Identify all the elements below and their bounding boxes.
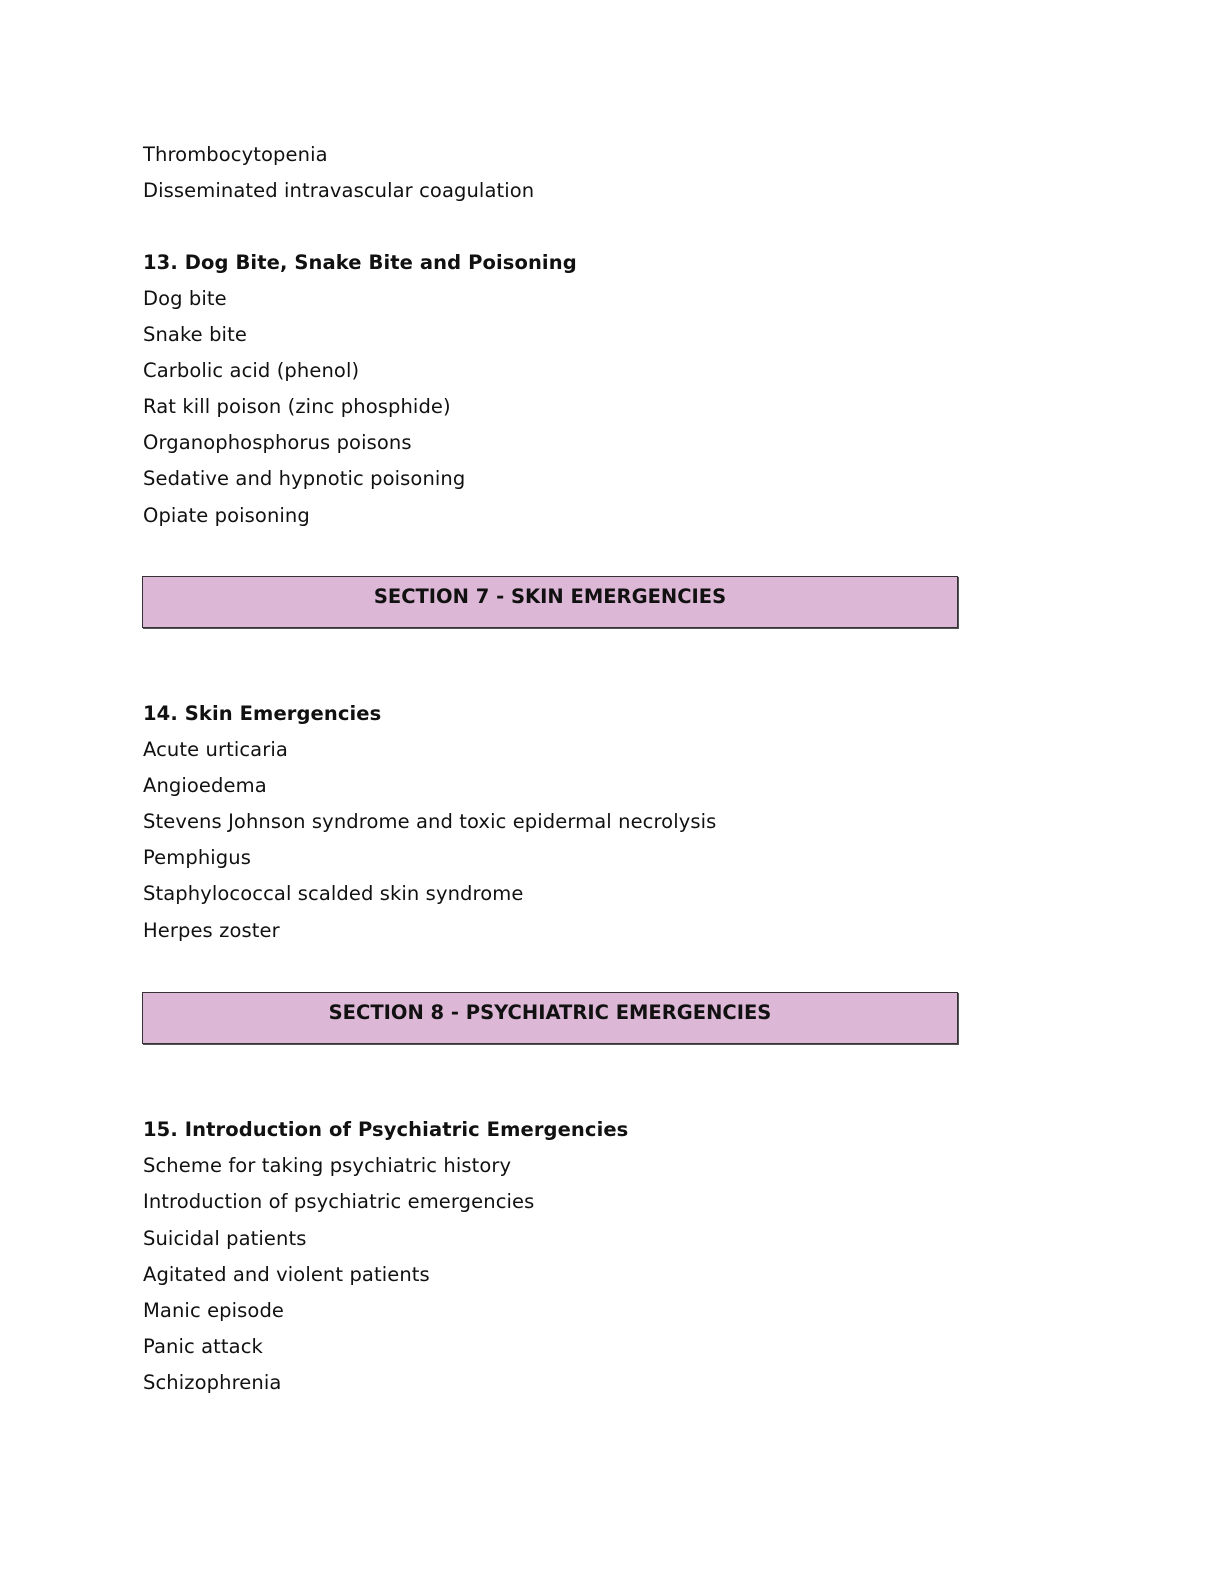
list-item: Thrombocytopenia [143, 143, 328, 166]
list-item: Opiate poisoning [143, 504, 310, 527]
section-banner [142, 576, 958, 628]
chapter-heading: 14. Skin Emergencies [143, 702, 382, 725]
list-item: Manic episode [143, 1299, 285, 1322]
list-item: Acute urticaria [143, 738, 288, 761]
list-item: Pemphigus [143, 846, 252, 869]
list-item: Sedative and hypnotic poisoning [143, 467, 466, 490]
list-item: Carbolic acid (phenol) [143, 359, 360, 382]
list-item: Stevens Johnson syndrome and toxic epidermal necrolysis [143, 810, 717, 833]
list-item: Snake bite [143, 323, 247, 346]
section-title: SECTION 7 - SKIN EMERGENCIES [373, 585, 727, 608]
list-item: Suicidal patients [143, 1227, 307, 1250]
list-item: Dog bite [143, 287, 227, 310]
list-item: Schizophrenia [143, 1371, 282, 1394]
section-title: SECTION 8 - PSYCHIATRIC EMERGENCIES [328, 1001, 772, 1024]
list-item: Introduction of psychiatric emergencies [143, 1190, 535, 1213]
chapter-heading: 13. Dog Bite, Snake Bite and Poisoning [143, 251, 577, 274]
list-item: Panic attack [143, 1335, 263, 1358]
list-item: Scheme for taking psychiatric history [143, 1154, 512, 1177]
section-banner [142, 992, 958, 1044]
list-item: Staphylococcal scalded skin syndrome [143, 882, 524, 905]
chapter-heading: 15. Introduction of Psychiatric Emergencies [143, 1118, 629, 1141]
list-item: Disseminated intravascular coagulation [143, 179, 535, 202]
list-item: Organophosphorus poisons [143, 431, 412, 454]
list-item: Agitated and violent patients [143, 1263, 430, 1286]
list-item: Angioedema [143, 774, 267, 797]
list-item: Rat kill poison (zinc phosphide) [143, 395, 451, 418]
list-item: Herpes zoster [143, 919, 280, 942]
